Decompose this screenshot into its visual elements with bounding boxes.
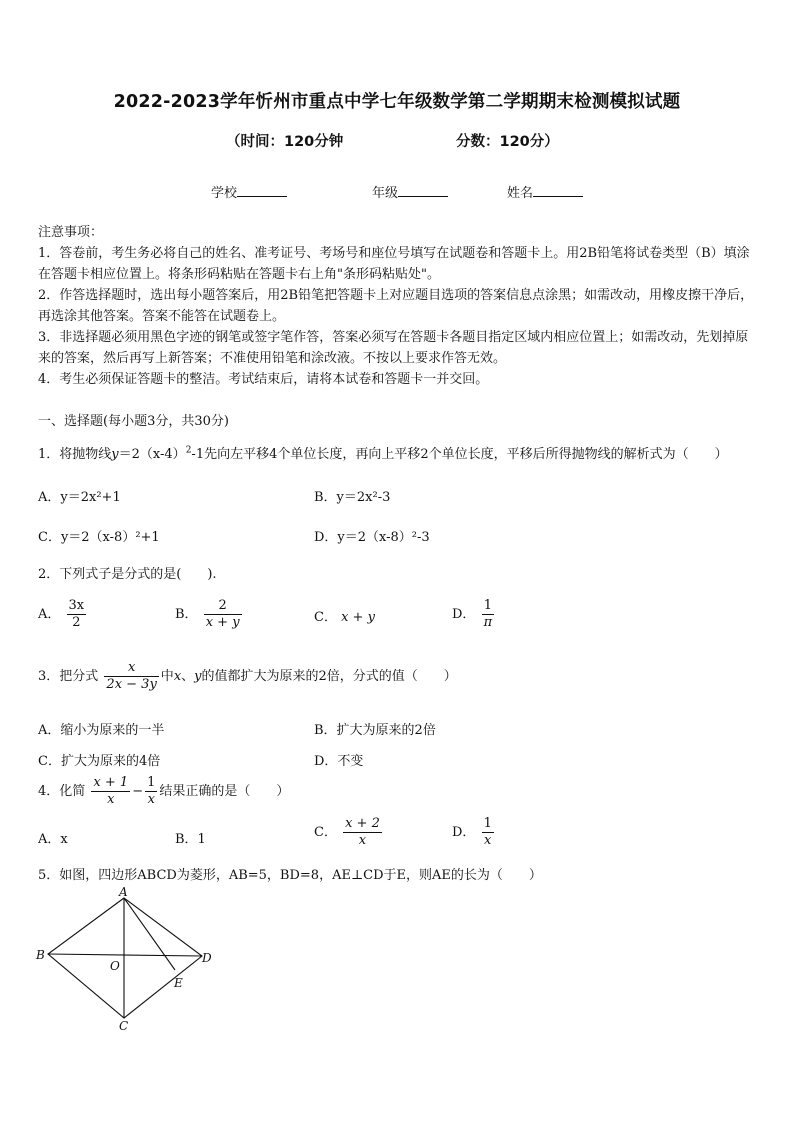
q4-stem-b: 结果正确的是（ ） <box>159 784 290 799</box>
q2-c-label: C． <box>314 610 337 625</box>
grade-label: 年级 <box>372 186 399 201</box>
exam-score: 分数：120分） <box>456 134 559 150</box>
q4-fraction-1 <box>91 775 130 808</box>
q3-option-d: D．不变 <box>314 754 364 769</box>
q1-exp: 2 <box>185 445 192 456</box>
rhombus-outline <box>48 898 202 1018</box>
q2-d-label: D． <box>452 607 476 622</box>
q4-fraction-2 <box>145 775 157 808</box>
q2-a-den: 2 <box>72 615 81 630</box>
notes-heading: 注意事项： <box>38 225 104 240</box>
q2-b-den: x + y <box>205 615 240 630</box>
q2-b-fraction <box>204 598 242 631</box>
q3-frac-num: x <box>104 660 158 677</box>
label-a: A <box>119 885 128 899</box>
label-d: D <box>202 951 212 965</box>
q3-stem-b: 中 <box>160 669 174 684</box>
q1-stem-c: ＝2（x-4） <box>118 447 186 462</box>
grade-field <box>372 182 448 201</box>
label-o: O <box>110 959 120 973</box>
segment-ae <box>124 898 175 970</box>
q4-d-num: 1 <box>483 816 492 831</box>
q4-d-label: D． <box>452 825 476 840</box>
q2-option-a <box>38 598 88 631</box>
q2-option-c <box>314 606 375 625</box>
q2-c-expr: x + y <box>341 610 375 625</box>
q2-d-den: π <box>483 615 493 630</box>
q4-f2-num: 1 <box>147 775 156 790</box>
q3-var-y: y <box>194 669 202 684</box>
q3-stem-a: 3．把分式 <box>38 669 99 684</box>
q4-stem-a: 4．化简 <box>38 784 86 799</box>
q3-stem-c: 、 <box>181 669 195 684</box>
note-item: 1．答卷前，考生务必将自己的姓名、准考证号、考场号和座位号填写在试题卷和答题卡上。用2B铅笔将试卷类型（B）填涂在答题卡相应位置上。将条形码粘贴在答题卡右上角"条形码粘贴处"。 <box>38 246 750 282</box>
q2-d-num: 1 <box>482 598 495 615</box>
q3-option-c: C．扩大为原来的4倍 <box>38 754 161 769</box>
q4-option-a: A．x <box>38 832 68 847</box>
q4-c-den: x <box>358 833 367 848</box>
q2-option-d <box>452 598 496 631</box>
question-3 <box>38 660 457 693</box>
q2-b-num: 2 <box>204 598 242 615</box>
grade-blank <box>398 184 448 197</box>
q1-stem-d: -1先向左平移4个单位长度，再向上平移2个单位长度，平移后所得抛物线的解析式为（ ） <box>191 447 728 462</box>
q1-stem-a: 1．将抛物线 <box>38 447 112 462</box>
q3-var-x: x <box>173 669 182 684</box>
q2-option-b <box>175 598 244 631</box>
q4-option-c <box>314 816 384 849</box>
name-field <box>507 182 583 201</box>
diagonal-bd <box>48 954 202 956</box>
name-label: 姓名 <box>507 186 534 201</box>
q4-f1-den: x <box>107 792 115 807</box>
exam-time: （时间：120分钟 <box>226 134 344 150</box>
q4-option-b: B．1 <box>175 832 206 847</box>
q1-stem-y: y <box>111 447 119 462</box>
note-item: 3．非选择题必须用黑色字迹的钢笔或签字笔作答，答案必须写在答题卡各题目指定区域内相应位置上；如需改动，先划掉原来的答案，然后再写上新答案；不准使用铅笔和涂改液。不按以上要求作答无效。 <box>38 330 749 366</box>
q2-a-num: 3x <box>68 598 85 613</box>
q2-d-fraction <box>482 598 495 631</box>
name-blank <box>533 184 583 197</box>
q4-c-num: x + 2 <box>345 816 380 831</box>
q1-option-a: A．y＝2x²+1 <box>38 490 121 505</box>
q1-option-c: C．y＝2（x-8）²+1 <box>38 530 160 545</box>
question-2: 2．下列式子是分式的是( ). <box>38 567 217 582</box>
q4-c-label: C． <box>314 825 337 840</box>
section-heading: 一、选择题(每小题3分，共30分) <box>38 414 229 429</box>
q3-stem-d: 的值都扩大为原来的2倍，分式的值（ ） <box>201 669 457 684</box>
school-blank <box>237 184 287 197</box>
school-field <box>211 182 287 201</box>
q3-frac-den: 2x − 3y <box>106 677 157 692</box>
q1-option-b: B．y＝2x²-3 <box>314 490 391 505</box>
school-label: 学校 <box>211 186 238 201</box>
q4-option-d <box>452 816 496 849</box>
q2-a-label: A． <box>38 607 61 622</box>
label-e: E <box>174 976 183 990</box>
question-5: 5．如图，四边形ABCD为菱形，AB=5，BD=8，AE⊥CD于E，则AE的长为（ ） <box>38 868 542 883</box>
q4-f1-num: x + 1 <box>93 775 129 790</box>
question-4: 4．化简 $\frac{x + 1}{x}$ − $\frac{1}{x}$ 结果正确的是（ ） <box>38 775 290 807</box>
note-item: 2．作答选择题时，选出每小题答案后，用2B铅笔把答题卡上对应题目选项的答案信息点涂黑；如需改动，用橡皮擦干净后，再选涂其他答案。答案不能答在试题卷上。 <box>38 288 754 324</box>
label-b: B <box>36 948 45 962</box>
notes-block <box>38 222 758 390</box>
q2-a-fraction <box>67 598 87 631</box>
q4-d-den: x <box>484 833 492 848</box>
q4-c-fraction <box>343 816 382 849</box>
q2-b-label: B． <box>175 607 198 622</box>
q3-option-b: B．扩大为原来的2倍 <box>314 723 436 738</box>
q4-d-fraction <box>482 816 494 849</box>
label-c: C <box>119 1019 129 1033</box>
q1-option-d: D．y＝2（x-8）²-3 <box>314 530 430 545</box>
rhombus-diagram <box>30 884 230 1034</box>
q3-fraction <box>104 660 158 693</box>
exam-title: 2022-2023学年忻州市重点中学七年级数学第二学期期末检测模拟试题 <box>113 92 681 112</box>
q4-f2-den: x <box>147 792 155 807</box>
note-item: 4．考生必须保证答题卡的整洁。考试结束后，请将本试卷和答题卡一并交回。 <box>38 372 489 387</box>
q3-option-a: A．缩小为原来的一半 <box>38 723 165 738</box>
question-1 <box>38 443 728 462</box>
